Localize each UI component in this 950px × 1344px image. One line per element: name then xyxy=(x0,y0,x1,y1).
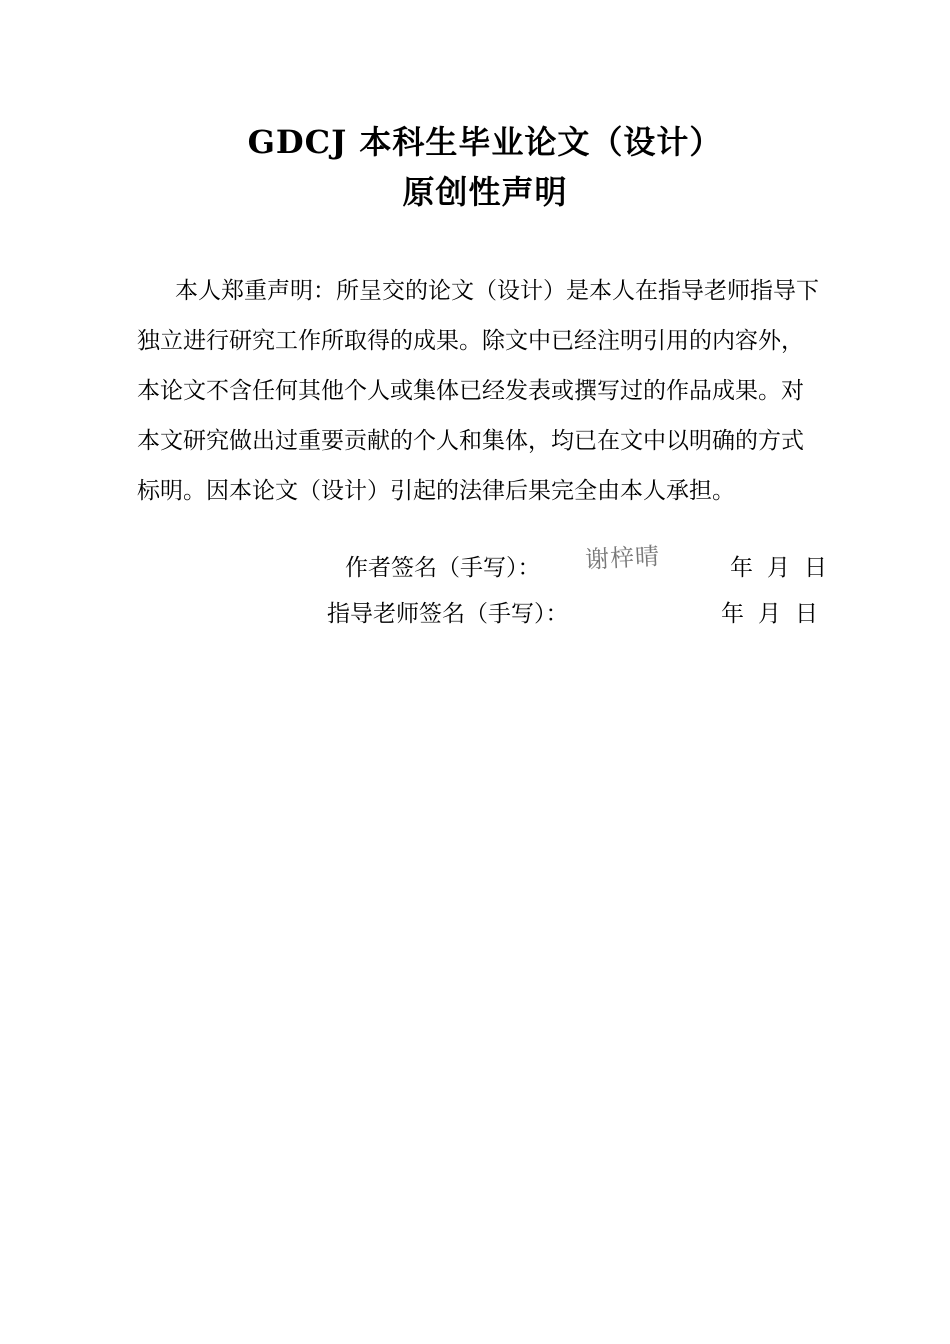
date-year-label: 年 xyxy=(721,601,744,627)
advisor-date xyxy=(721,599,818,629)
declaration-line: 本论文不含任何其他个人或集体已经发表或撰写过的作品成果。对 xyxy=(137,378,804,404)
author-date xyxy=(730,553,827,583)
author-signature-label: 作者签名（手写）： xyxy=(345,555,541,581)
declaration-line: 本文研究做出过重要贡献的个人和集体，均已在文中以明确的方式 xyxy=(137,428,804,454)
date-year-label: 年 xyxy=(730,555,753,581)
document-title: GDCJ 本科生毕业论文（设计） xyxy=(247,123,723,161)
declaration-line: 本人郑重声明：所呈交的论文（设计）是本人在指导老师指导下 xyxy=(175,278,819,304)
author-handwritten-signature: 谢梓晴 xyxy=(584,542,661,574)
advisor-signature-label: 指导老师签名（手写）： xyxy=(327,601,569,627)
date-day-label: 日 xyxy=(804,555,827,581)
date-month-label: 月 xyxy=(758,601,781,627)
date-day-label: 日 xyxy=(795,601,818,627)
declaration-line: 独立进行研究工作所取得的成果。除文中已经注明引用的内容外， xyxy=(137,328,804,354)
document-subtitle: 原创性声明 xyxy=(402,173,568,211)
declaration-line: 标明。因本论文（设计）引起的法律后果完全由本人承担。 xyxy=(137,478,735,504)
date-month-label: 月 xyxy=(767,555,790,581)
